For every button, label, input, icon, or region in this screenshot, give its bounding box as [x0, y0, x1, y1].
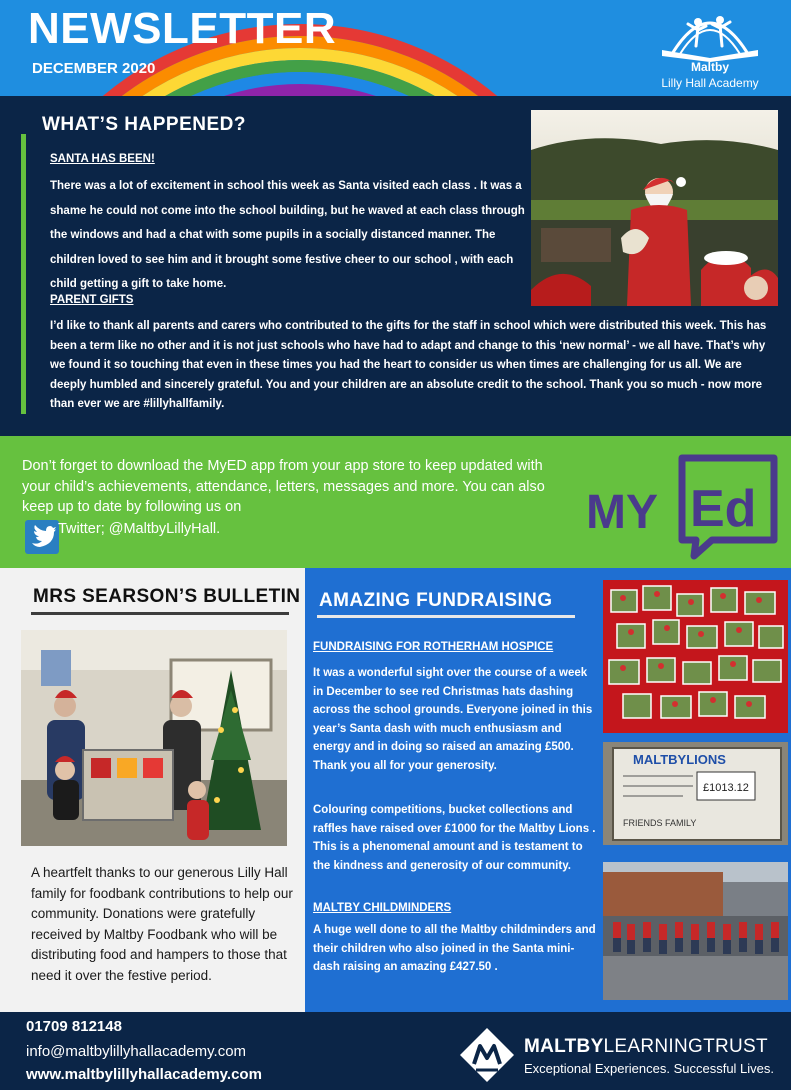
myed-logo	[584, 454, 780, 560]
lions-sign-footer: FRIENDS FAMILY	[623, 818, 697, 828]
trust-name	[524, 1036, 768, 1058]
hospice-heading: FUNDRAISING FOR ROTHERHAM HOSPICE	[313, 641, 554, 653]
myed-paragraph: Don’t forget to download the MyED app from your app store to keep updated with your child’s achievements, attendance, letters, messages and more. You can also keep up to date by following us on	[22, 458, 545, 515]
foodbank-photo	[21, 630, 287, 846]
header	[0, 0, 791, 96]
childminders-photo	[603, 862, 788, 1000]
accent-bar	[21, 134, 26, 414]
newsletter-date: DECEMBER 2020	[32, 60, 156, 77]
website-link[interactable]: www.maltbylillyhallacademy.com	[26, 1066, 262, 1083]
parent-gifts-heading: PARENT GIFTS	[50, 294, 134, 306]
bulletin-title: MRS SEARSON’S BULLETIN	[33, 586, 301, 607]
newsletter-title: NEWSLETTER	[28, 4, 337, 53]
section-title: WHAT’S HAPPENED?	[42, 114, 246, 135]
twitter-handle[interactable]: Twitter; @MaltbyLillyHall.	[58, 521, 221, 537]
myed-banner	[0, 436, 791, 568]
maltby-lions-sign-photo	[603, 742, 788, 845]
fundraising-title: AMAZING FUNDRAISING	[319, 590, 553, 611]
trust-tagline: Exceptional Experiences. Successful Lives.	[524, 1061, 775, 1076]
santa-dash-collage-photo	[603, 580, 788, 733]
santa-photo	[531, 110, 778, 306]
trust-logo-icon	[458, 1026, 516, 1084]
bulletin-section	[0, 568, 305, 1012]
myed-logo-my: MY	[586, 486, 658, 539]
lions-paragraph: Colouring competitions, bucket collections and raffles have raised over £1000 for the Maltby Lions . This is a phenomenal amount and is testament to the kindness and generosity of our community.	[313, 804, 596, 872]
twitter-icon[interactable]	[25, 520, 59, 554]
school-emblem-icon	[640, 2, 780, 62]
parent-gifts-paragraph: I’d like to thank all parents and carers who contributed to the gifts for the staff in school which were distributed this week. This has been a term like no other and it is not just schools who have had to adapt and change to this ‘new normal’ - we all have. That’s why we found it so touching that even in these times you had the heart to consider us when times are challenging for us all. We are deeply humbled and sincerely grateful. You and your children are an absolute credit to the school. Thank you so much - now more than ever we are #lillyhallfamily.	[50, 320, 767, 410]
trust-name-bold: MALTBY	[524, 1036, 604, 1057]
santa-heading: SANTA HAS BEEN!	[50, 153, 155, 165]
whats-happened-section	[0, 96, 791, 436]
lions-sign-amount: £1013.12	[703, 782, 749, 794]
lions-sign-title: MALTBYLIONS	[633, 752, 726, 767]
myed-logo-ed: Ed	[690, 480, 757, 538]
childminders-paragraph: A huge well done to all the Maltby childminders and their children who also joined in the Santa mini-dash raising an amazing £427.50 .	[313, 924, 596, 973]
divider	[31, 612, 289, 615]
email-link[interactable]: info@maltbylillyhallacademy.com	[26, 1043, 247, 1060]
divider	[317, 615, 575, 618]
footer	[0, 1012, 791, 1090]
bulletin-paragraph: A heartfelt thanks to our generous Lilly Hall family for foodbank contributions to help our community. Donations were gratefully received by Maltby Foodbank who will be distributing food and hampers to those that need it over the festive period.	[31, 865, 293, 983]
school-name: Maltby	[690, 60, 729, 74]
school-logo	[640, 2, 780, 94]
santa-paragraph: There was a lot of excitement in school this week as Santa visited each class . It was a shame he could not come into the school building, but he waved at each class through the windows and had a chat with some pupils in a socially distanced manner. The children loved to see him and it brought some festive cheer to our school , with each child getting a gift to take home.	[50, 180, 525, 290]
photo-column	[601, 568, 791, 1012]
childminders-heading: MALTBY CHILDMINDERS	[313, 902, 452, 914]
fundraising-section	[305, 568, 601, 1012]
trust-name-rest: LEARNINGTRUST	[603, 1036, 768, 1057]
hospice-paragraph: It was a wonderful sight over the course of a week in December to see red Christmas hats dashing across the school grounds. Everyone joined in this year’s Santa dash with much enthusiasm and energy and in doing so raised an amazing £500. Thank you all for your generosity.	[313, 667, 593, 772]
school-subtitle: Lilly Hall Academy	[661, 76, 759, 90]
phone-number[interactable]: 01709 812148	[26, 1018, 122, 1035]
